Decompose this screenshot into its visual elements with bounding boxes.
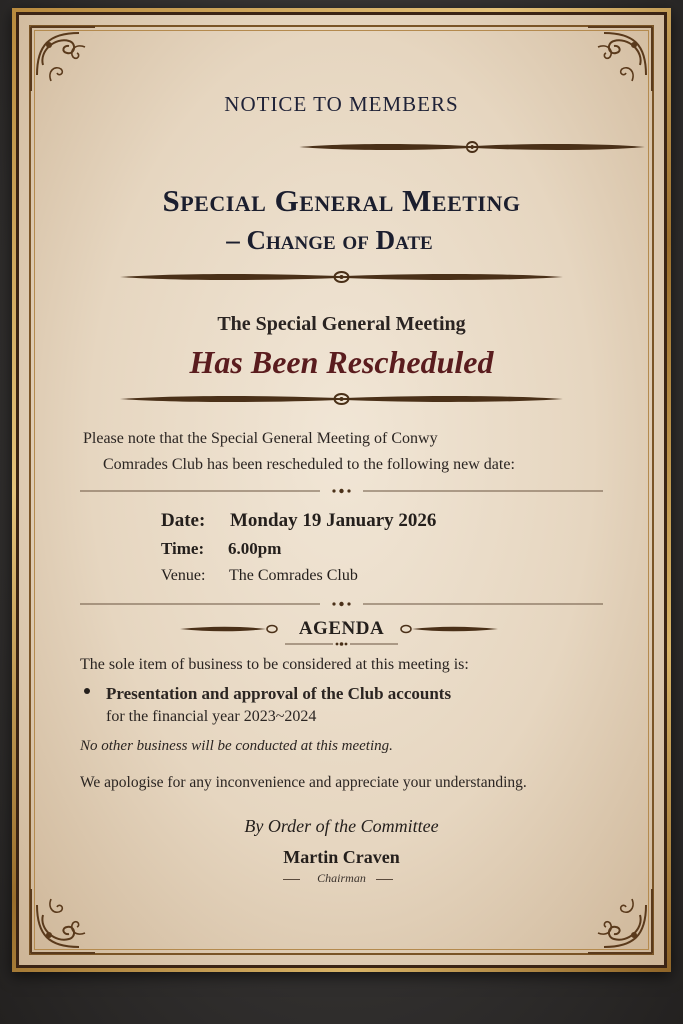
- signatory-role: Chairman: [317, 871, 366, 885]
- agenda-item-detail: for the financial year 2023~2024: [106, 708, 317, 725]
- ornamental-divider-icon: [0, 268, 683, 286]
- meeting-title: Special General Meeting: [162, 183, 521, 218]
- signatory-name: Martin Craven: [283, 847, 400, 867]
- corner-flourish-icon: [29, 25, 99, 95]
- agenda-title: AGENDA: [298, 618, 385, 639]
- corner-flourish-icon: [29, 885, 99, 955]
- time-label: Time:: [161, 539, 205, 558]
- venue-value: The Comrades Club: [229, 567, 358, 584]
- sign-rule-right: [376, 879, 393, 880]
- agenda-underline-icon: [285, 640, 398, 648]
- intro-line-1: Please note that the Special General Meeting of Conwy: [83, 430, 438, 447]
- corner-flourish-icon: [584, 25, 654, 95]
- thin-divider-icon: [80, 486, 603, 496]
- date-value: Monday 19 January 2026: [230, 510, 437, 531]
- corner-flourish-icon: [584, 885, 654, 955]
- bullet-icon: [84, 688, 90, 694]
- subtitle: The Special General Meeting: [217, 313, 466, 335]
- thin-divider-icon: [80, 599, 603, 609]
- agenda-item-title: Presentation and approval of the Club accounts: [106, 684, 452, 703]
- ornamental-divider-icon: [0, 390, 683, 408]
- agenda-note: No other business will be conducted at this meeting.: [80, 738, 393, 754]
- date-label: Date:: [161, 510, 206, 531]
- agenda-intro: The sole item of business to be considered at this meeting is:: [80, 656, 469, 673]
- by-order-text: By Order of the Committee: [244, 816, 439, 836]
- change-of-date-title: – Change of Date: [226, 225, 433, 255]
- venue-label: Venue:: [161, 567, 206, 584]
- rescheduled-headline: Has Been Rescheduled: [189, 344, 494, 380]
- notice-heading: NOTICE TO MEMBERS: [224, 92, 459, 116]
- apology-text: We apologise for any inconvenience and appreciate your understanding.: [80, 774, 527, 791]
- intro-line-2: Comrades Club has been rescheduled to the following new date:: [103, 456, 515, 473]
- ornamental-divider-icon: [0, 138, 683, 156]
- agenda-flourish-right-icon: [398, 622, 498, 636]
- time-value: 6.00pm: [228, 539, 282, 558]
